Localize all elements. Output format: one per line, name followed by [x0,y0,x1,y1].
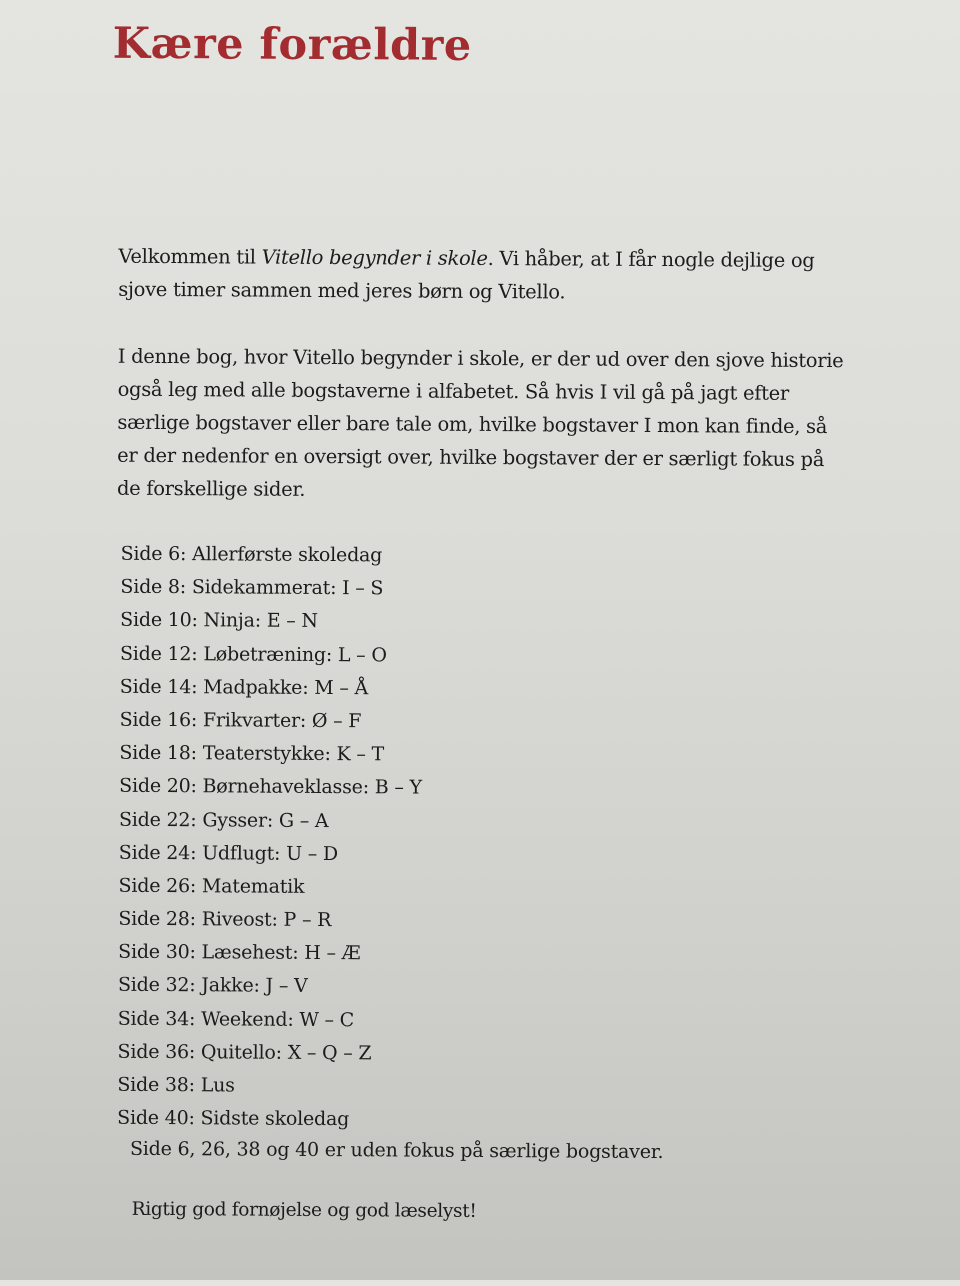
page-overview-list [117,538,423,1137]
list-item: Side 22: Gysser: G – A [118,808,329,832]
intro-paragraph-overview: I denne bog, hvor Vitello begynder i skole, er der ud over den sjove historie også leg med alle bogstaverne i alfabetet. Så hvis I vil gå på jagt efter særlige bogstaver eller bare tale om, hvilke bogstaver I mon kan finde, så er der nedenfor en oversigt over, hvilke bogstaver der er særligt fokus på de forskellige sider. [116,344,844,501]
list-item: Side 36: Quitello: X – Q – Z [117,1040,372,1065]
list-item: Side 10: Ninja: E – N [120,609,318,633]
list-item: Side 24: Udflugt: U – D [118,841,339,865]
list-item: Side 16: Frikvarter: Ø – F [119,708,362,733]
no-focus-note: Side 6, 26, 38 og 40 er uden fokus på særlige bogstaver. [129,1137,664,1164]
list-item: Side 34: Weekend: W – C [117,1007,355,1031]
list-item: Side 30: Læsehest: H – Æ [118,940,361,965]
page-title: Kære forældre [112,18,472,71]
closing-line: Rigtig god fornøjelse og god læselyst! [131,1198,477,1222]
list-item: Side 8: Sidekammerat: I – S [120,575,384,600]
list-item: Side 32: Jakke: J – V [117,974,308,998]
list-item: Side 14: Madpakke: M – Å [119,675,369,700]
list-item: Side 12: Løbetræning: L – O [119,642,387,666]
intro-paragraph-welcome [118,240,848,310]
list-item: Side 38: Lus [117,1073,235,1097]
list-item: Side 40: Sidste skoledag [117,1106,350,1131]
list-item: Side 20: Børnehaveklasse: B – Y [119,775,422,799]
list-item: Side 18: Teaterstykke: K – T [119,741,385,766]
list-item: Side 28: Riveost: P – R [118,907,332,932]
list-item: Side 6: Allerførste skoledag [120,542,383,567]
intro-text-before: Velkommen til [118,244,262,269]
intro-text-after: . Vi håber, at I får nogle dejlige og sjove timer sammen med jeres børn og Vitello. [118,246,815,304]
list-item: Side 26: Matematik [118,874,305,898]
book-title: Vitello begynder i skole [261,245,488,270]
